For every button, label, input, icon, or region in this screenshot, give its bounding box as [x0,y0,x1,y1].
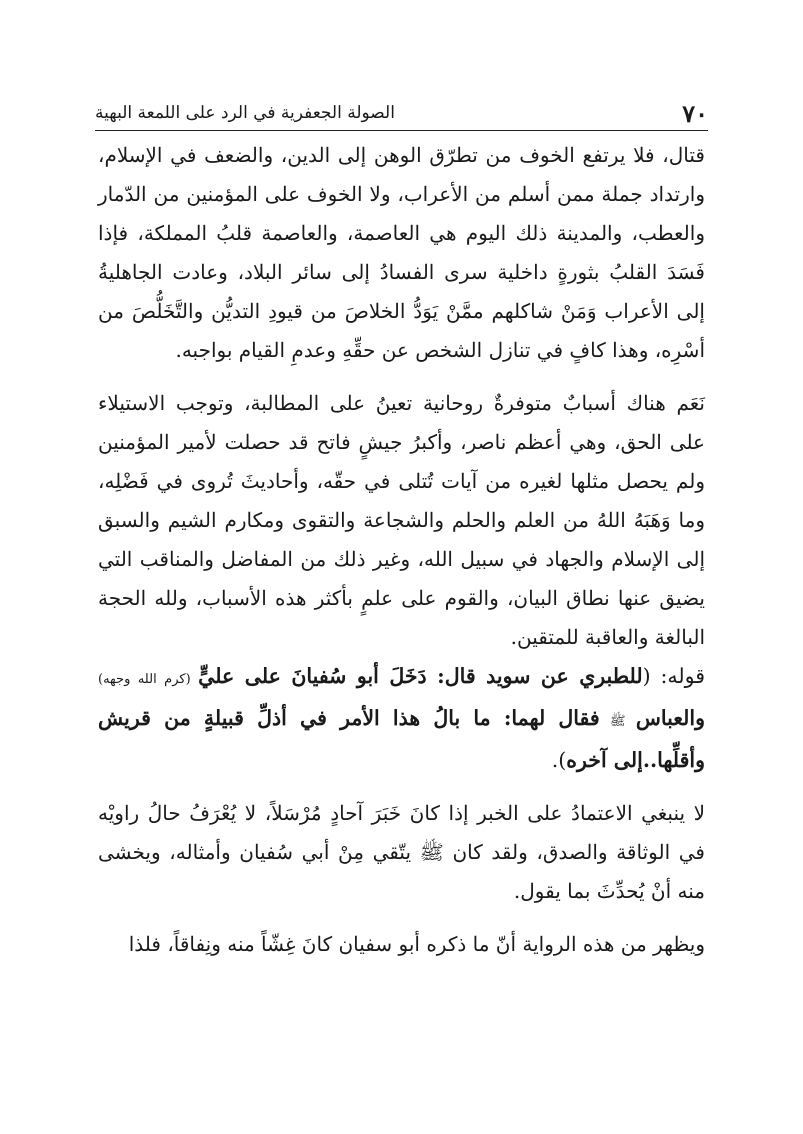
paragraph-2: نَعَم هناك أسبابٌ متوفرةٌ روحانية تعينُ على المطالبة، وتوجب الاستيلاء على الحق، وهي أعظم ناصر، وأكبرُ جيشٍ فاتح قد حصلت لأمير المؤمنين ولم يحصل مثلها لغيره من آيات تُتلى في حقّه، وأحاديثَ تُروى في فَضْلِه، وما وَهَبَهُ اللهُ من العلم والحلم والشجاعة والتقوى ومكارم الشيم والسبق إلى الإسلام والجهاد في سبيل الله، وغير ذلك من المفاضل والمناقب التي يضيق عنها نطاق البيان، والقوم على علمٍ بأكثر هذه الأسباب، ولله الحجة البالغة والعاقبة للمتقين. [98,391,705,649]
quote-text-part-2: والعباس [635,706,706,730]
honorific-symbol: ﷺ [599,714,636,729]
honorific-karram-allah: (كرم الله وجهه) [98,672,199,687]
page-number: ٧٠ [682,98,708,128]
running-header [95,96,708,131]
quoted-narration [98,657,705,780]
quote-text-part-3: فقال لهما: ما بالُ هذا الأمر في أذلِّ قبيلةٍ من قريش وأقلِّها..إلى آخره [98,706,705,772]
quote-lead: قوله: ( [642,664,705,688]
paragraph-1: قتال، فلا يرتفع الخوف من تطرّق الوهن إلى الدين، والضعف في الإسلام، وارتداد جملة ممن أسلم من الأعراب، ولا الخوف على المؤمنين من الدّمار والعطب، والمدينة ذلك اليوم هي العاصمة، والعاصمة قلبُ المملكة، فإذا فَسَدَ القلبُ بثورةٍ داخلية سرى الفسادُ إلى سائر البلاد، وعادت الجاهليةُ إلى الأعراب وَمَنْ شاكلهم ممَّنْ يَوَدُّ الخلاصَ من قيودِ التديُّن والتَّخَلُّصَ من أسْرِه، وهذا كافٍ في تنازل الشخص عن حقِّهِ وعدمِ القيام بواجبه. [98,143,705,362]
quote-text-part-1: للطبري عن سويد قال: دَخَلَ أبو سُفيانَ على عليٍّ [198,664,643,688]
running-title: الصولة الجعفرية في الرد على اللمعة البهية [95,103,395,123]
paragraph-4: لا ينبغي الاعتمادُ على الخبر إذا كانَ خَبَرَ آحادٍ مُرْسَلاً، لا يُعْرَفُ حالُ راويْه في الوثاقة والصدق، ولقد كان ﷺ يتّقي مِنْ أبي سُفيان وأمثاله، ويخشى منه أنْ يُحدِّثَ بما يقول. [98,801,705,903]
paragraph-5: ويظهر من هذه الرواية أنّ ما ذكره أبو سفيان كانَ غِشّاً منه ونِفاقاً، فلذا [128,932,705,956]
body-text [98,136,705,964]
quote-tail: ). [551,748,567,772]
